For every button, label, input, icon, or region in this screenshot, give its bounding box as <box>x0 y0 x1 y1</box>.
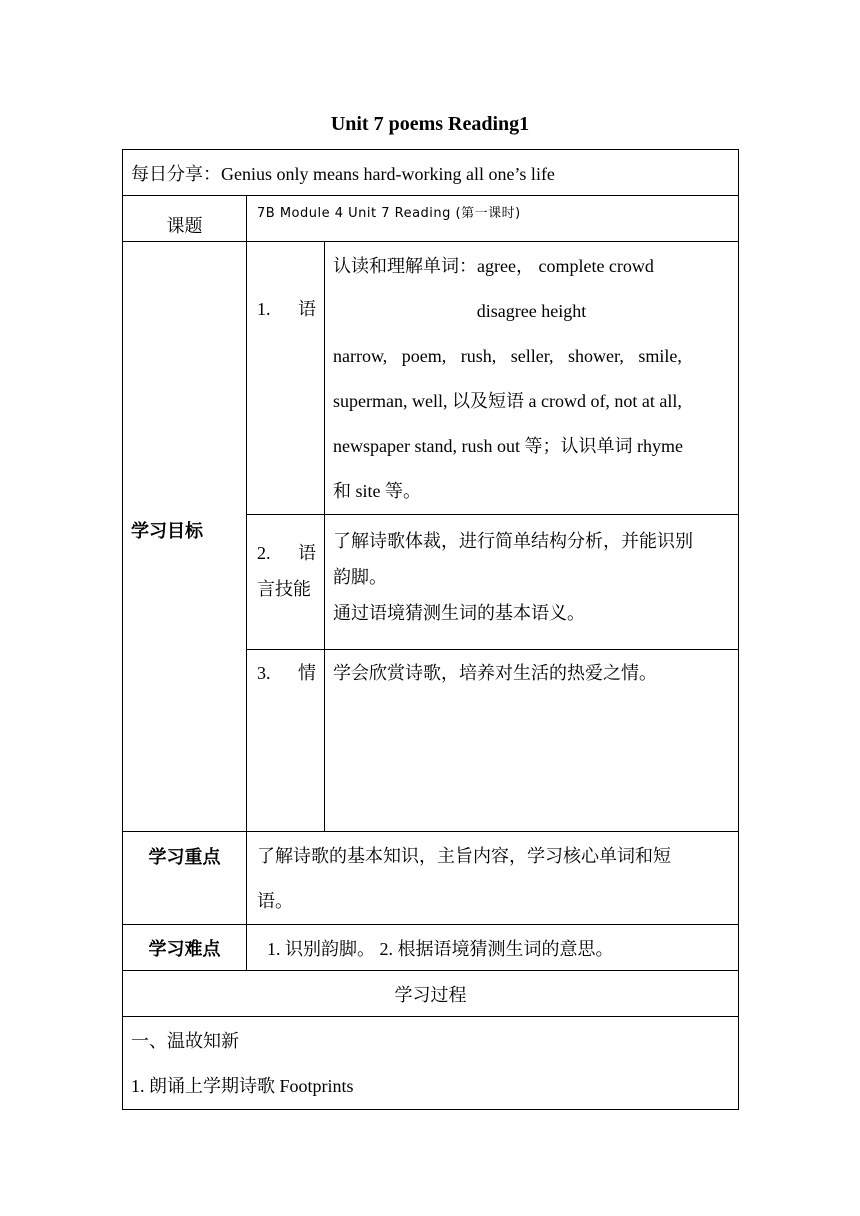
objective-2-heading <box>247 515 324 607</box>
focus-label: 学习重点 <box>148 847 221 867</box>
objective-1-line-2: disagree height <box>476 301 587 321</box>
topic-label: 课题 <box>166 215 203 236</box>
document-title: Unit 7 poems Reading1 <box>330 113 530 135</box>
objective-2-name-cont: 言技能 <box>257 579 311 599</box>
focus-row <box>123 832 739 925</box>
objective-3-number: 3. <box>257 663 271 683</box>
objective-1-line-4: superman, well, 以及短语 a crowd of, not at all, <box>333 391 682 411</box>
objective-3-line-1: 学会欣赏诗歌，培养对生活的热爱之情。 <box>333 663 657 683</box>
focus-line-1: 了解诗歌的基本知识，主旨内容，学习核心单词和短 <box>257 846 671 866</box>
daily-share-text: 每日分享：Genius only means hard-working all one’s life <box>131 163 555 184</box>
daily-share-row <box>123 150 739 196</box>
lesson-plan-table <box>122 149 739 1110</box>
objective-3-name: 情 <box>298 663 316 683</box>
process-content <box>123 1017 738 1109</box>
objective-2-line-1: 了解诗歌体裁，进行简单结构分析，并能识别 <box>333 531 693 551</box>
process-content-row <box>123 1017 739 1110</box>
objective-2-number: 2. <box>257 543 271 563</box>
difficulty-label: 学习难点 <box>148 938 221 959</box>
topic-row <box>123 196 739 242</box>
objective-2-name: 语 <box>298 543 316 563</box>
objectives-label: 学习目标 <box>131 520 203 541</box>
focus-line-2: 语。 <box>257 891 293 911</box>
objective-2-line-3: 通过语境猜测生词的基本语义。 <box>333 603 585 623</box>
process-header-row <box>123 971 739 1017</box>
difficulty-row <box>123 925 739 971</box>
process-section-1: 一、温故知新 <box>131 1031 239 1051</box>
objective-1-number: 1. <box>257 299 271 319</box>
objective-1-heading <box>247 242 324 332</box>
objective-1-line-3: narrow, poem, rush, seller, shower, smile, <box>333 346 682 366</box>
process-item-1: 1. 朗诵上学期诗歌 Footprints <box>131 1076 354 1096</box>
objective-1-name: 语 <box>298 299 316 319</box>
objective-3-heading <box>247 650 324 688</box>
difficulty-value: 1. 识别韵脚。 2. 根据语境猜测生词的意思。 <box>267 938 614 959</box>
objective-1-line-1-text: 认读和理解单词：agree， complete crowd <box>333 256 654 276</box>
focus-content <box>247 832 738 924</box>
topic-value: 7B Module 4 Unit 7 Reading (第一课时) <box>257 206 521 221</box>
objective-1-line-5: newspaper stand, rush out 等；认识单词 rhyme <box>333 436 683 456</box>
objective-2-content <box>325 515 738 631</box>
objective-1-line-1 <box>333 244 730 289</box>
objective-1-content <box>325 244 738 514</box>
objective-1-line-6: 和 site 等。 <box>333 481 421 501</box>
process-label: 学习过程 <box>394 984 467 1005</box>
objective-2-line-2: 韵脚。 <box>333 567 387 587</box>
objective-row-1 <box>123 242 739 515</box>
